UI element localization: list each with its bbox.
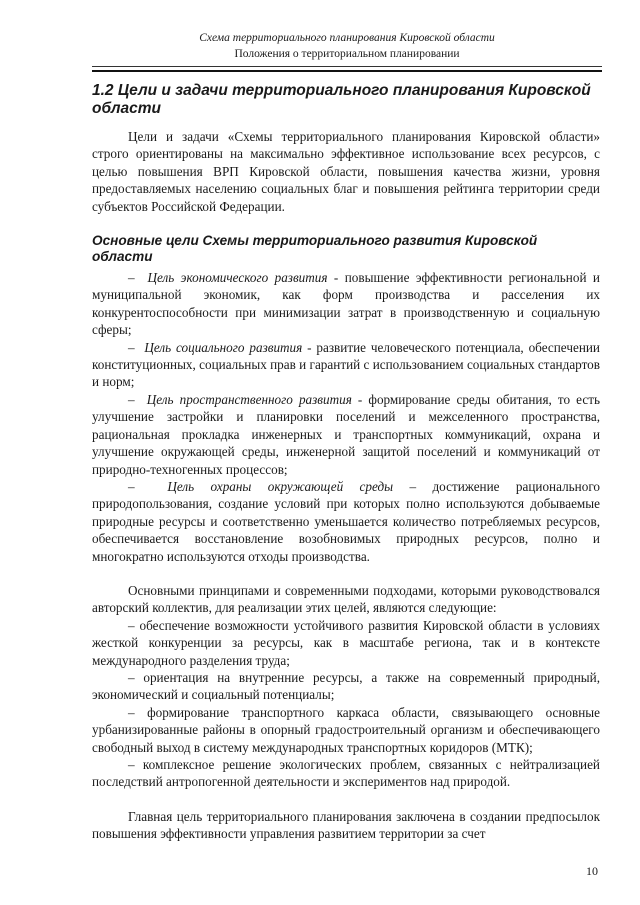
principle-item: – формирование транспортного каркаса области, связывающего основные урбанизированные районы в опорный градостроительный организм и обеспечивающего свободный выход в систему международных транспортных коридоров (МТК); bbox=[92, 704, 600, 755]
spacer bbox=[92, 791, 600, 808]
goal-term: Цель социального развития bbox=[144, 339, 303, 355]
goals-heading: Основные цели Схемы территориального развития Кировской области bbox=[92, 233, 538, 265]
goal-term: Цель охраны окружающей среды bbox=[167, 478, 394, 494]
goal-text: - развитие человеческого потенциала, обеспечении конституционных, социальных прав и гарантий с использованием социальных стандартов и норм; bbox=[92, 339, 600, 390]
header-rule-thick bbox=[92, 70, 602, 72]
principle-item: – обеспечение возможности устойчивого развития Кировской области в условиях жесткой конкуренции за ресурсы, как в масштабе региона, так и в контексте международного разделения труда; bbox=[92, 617, 600, 668]
goal-dash: – bbox=[128, 391, 135, 407]
goal-item bbox=[92, 339, 600, 391]
goal-item bbox=[92, 269, 600, 339]
section-heading: 1.2 Цели и задачи территориального планирования Кировской области bbox=[92, 82, 591, 117]
goal-text: – достижение рационального природопользования, создание условий при которых полно используются добываемые природные ресурсы и соответственно уменьшается количество потребляемых ресурсов, обеспечивается восстановление возобновимых природных ресурсов, полно и многократно используются отходы производства. bbox=[92, 478, 600, 564]
goal-text: - формирование среды обитания, то есть улучшение застройки и планировки поселений и межселенного пространства, рациональная прокладка инженерных и транспортных коммуникаций, охрана и улучшение окружающей среды, инженерной защитой поселений и коммуникаций от природно-техногенных процессов; bbox=[92, 391, 600, 477]
goal-text: - повышение эффективности региональной и муниципальной экономик, как форм производства и расселения их конкурентоспособности при минимизации затрат в производственную и социальную сферы; bbox=[92, 270, 600, 338]
goal-dash: – bbox=[128, 339, 135, 355]
principles-intro: Основными принципами и современными подходами, которыми руководствовался авторский коллектив, для реализации этих целей, являются следующие: bbox=[92, 582, 600, 616]
intro-paragraph: Цели и задачи «Схемы территориального планирования Кировской области» строго ориентированы на максимально эффективное использование всех ресурсов, с целью повышения ВРП Кировской области, повышения качества жизни, уровня предоставляемых населению социальных благ и повышения рейтинга территории среди субъектов Российской Федерации. bbox=[92, 129, 600, 214]
header-title: Схема территориального планирования Кировской области bbox=[199, 32, 495, 44]
page-content bbox=[92, 82, 600, 843]
running-header bbox=[92, 30, 602, 62]
principle-item: – ориентация на внутренние ресурсы, а также на современный природный, экономический и социальный потенциалы; bbox=[92, 669, 600, 703]
page-number: 10 bbox=[586, 864, 598, 878]
goal-item bbox=[92, 478, 600, 565]
header-subtitle: Положения о территориальном планировании bbox=[234, 48, 460, 60]
closing-paragraph: Главная цель территориального планирования заключена в создании предпосылок повышения эффективности управления развитием территории за счет bbox=[92, 808, 600, 842]
goal-dash: – bbox=[128, 270, 135, 286]
principle-item: – комплексное решение экологических проблем, связанных с нейтрализацией последствий антропогенной деятельности и экспериментов над природой. bbox=[92, 757, 600, 790]
goal-term: Цель пространственного развития bbox=[146, 391, 352, 407]
goal-item bbox=[92, 391, 600, 478]
goal-term: Цель экономического развития bbox=[147, 270, 328, 286]
header-rule-thin bbox=[92, 66, 602, 67]
spacer bbox=[92, 565, 600, 582]
goal-dash: – bbox=[128, 478, 135, 494]
